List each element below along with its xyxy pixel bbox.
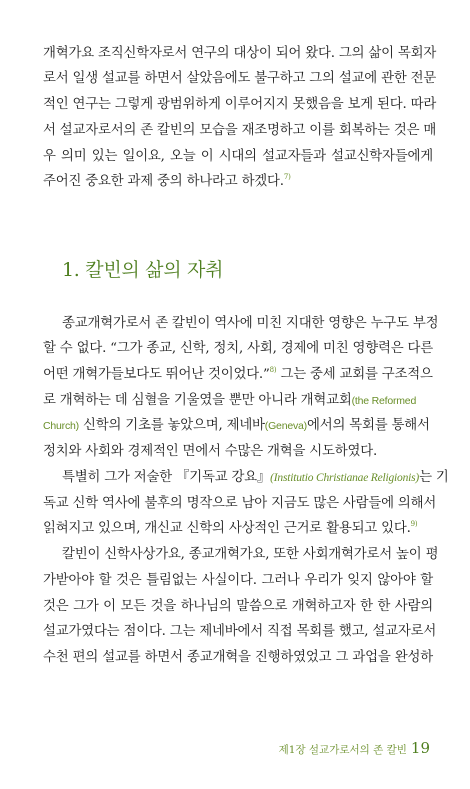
p1-line-3-tail: 그는 중세 교회를 구조적으 bbox=[276, 367, 433, 382]
intro-line-2: 로서 일생 설교를 하면서 살았음에도 불구하고 그의 설교에 관한 전문 bbox=[43, 71, 437, 86]
running-chapter-title: 제1장 설교가로서의 존 칼빈 bbox=[278, 744, 407, 756]
p3-line-2: 가받아야 할 것은 틀림없는 사실이다. 그러나 우리가 잊지 않아야 할 bbox=[43, 573, 433, 588]
p2-line-1-text: 특별히 그가 저술한 『기독교 강요』 bbox=[62, 470, 271, 485]
p3-line-5: 수천 편의 설교를 하면서 종교개혁을 진행하였었고 그 과업을 완성하 bbox=[43, 650, 433, 665]
intro-line-5: 우 의미 있는 일이요, 오늘 이 시대의 설교자들과 설교신학자들에게 bbox=[43, 149, 433, 164]
intro-line-4: 서 설교자로서의 존 칼빈의 모습을 재조명하고 이를 회복하는 것은 매 bbox=[43, 123, 437, 138]
latin-church: Church) bbox=[43, 420, 79, 432]
section-heading: 1. 칼빈의 삶의 자취 bbox=[62, 259, 224, 281]
page-number: 19 bbox=[410, 739, 430, 757]
p2-line-3-text: 읽혀지고 있으며, 개신교 신학의 사상적인 근거로 활용되고 있다. bbox=[43, 521, 411, 536]
p1-line-2: 할 수 없다. “그가 종교, 신학, 정치, 사회, 경제에 미친 영향력은 다른 bbox=[43, 341, 433, 356]
p1-line-6: 정치와 사회와 경제적인 면에서 수많은 개혁을 시도하였다. bbox=[43, 444, 378, 459]
p1-line-4-text: 로 개혁하는 데 심혈을 기울였을 뿐만 아니라 개혁교회 bbox=[43, 393, 352, 408]
p1-line-3 bbox=[43, 367, 433, 383]
p1-line-1: 종교개혁가로서 존 칼빈이 역사에 미친 지대한 영향은 누구도 부정 bbox=[62, 316, 439, 331]
footnote-ref-7: 7) bbox=[283, 173, 291, 181]
p3-line-1: 칼빈이 신학사상가요, 종교개혁가요, 또한 사회개혁가로서 높이 평 bbox=[62, 547, 439, 562]
latin-institutio: (Institutio Christianae Religionis) bbox=[270, 472, 420, 484]
p2-line-3 bbox=[43, 521, 433, 537]
intro-line-3: 적인 연구는 그렇게 광범위하게 이루어지지 못했음을 보게 된다. 따라 bbox=[43, 97, 437, 112]
p2-line-2: 독교 신학 역사에 불후의 명작으로 남아 지금도 많은 사람들에 의해서 bbox=[43, 496, 437, 511]
latin-geneva: (Geneva) bbox=[264, 420, 307, 432]
p3-line-3: 것은 그가 이 모든 것을 하나님의 말씀으로 개혁하고자 한 한 사람의 bbox=[43, 599, 433, 614]
intro-line-6-text: 주어진 중요한 과제 중의 하나라고 하겠다. bbox=[43, 174, 284, 189]
p2-line-1 bbox=[62, 470, 449, 486]
footnote-ref-8: 8) bbox=[269, 366, 277, 374]
page-footer bbox=[279, 740, 430, 758]
intro-line-6 bbox=[43, 174, 433, 190]
footnote-ref-9: 9) bbox=[410, 520, 418, 528]
p2-line-1-tail: 는 기 bbox=[419, 470, 449, 485]
p1-line-3-text: 어떤 개혁가들보다도 뛰어난 것이었다.” bbox=[43, 367, 270, 382]
p3-line-4: 설교가였다는 점이다. 그는 제네바에서 직접 목회를 했고, 설교자로서 bbox=[43, 624, 437, 639]
p1-line-4 bbox=[43, 393, 433, 409]
latin-the-reformed: (the Reformed bbox=[351, 395, 417, 407]
p1-line-5-mid: 신학의 기초를 놓았으며, 제네바 bbox=[78, 418, 265, 433]
p1-line-5-tail: 에서의 목회를 통해서 bbox=[306, 418, 430, 433]
p1-line-5 bbox=[43, 418, 433, 434]
intro-line-1: 개혁가요 조직신학자로서 연구의 대상이 되어 왔다. 그의 삶이 목회자 bbox=[43, 46, 437, 61]
